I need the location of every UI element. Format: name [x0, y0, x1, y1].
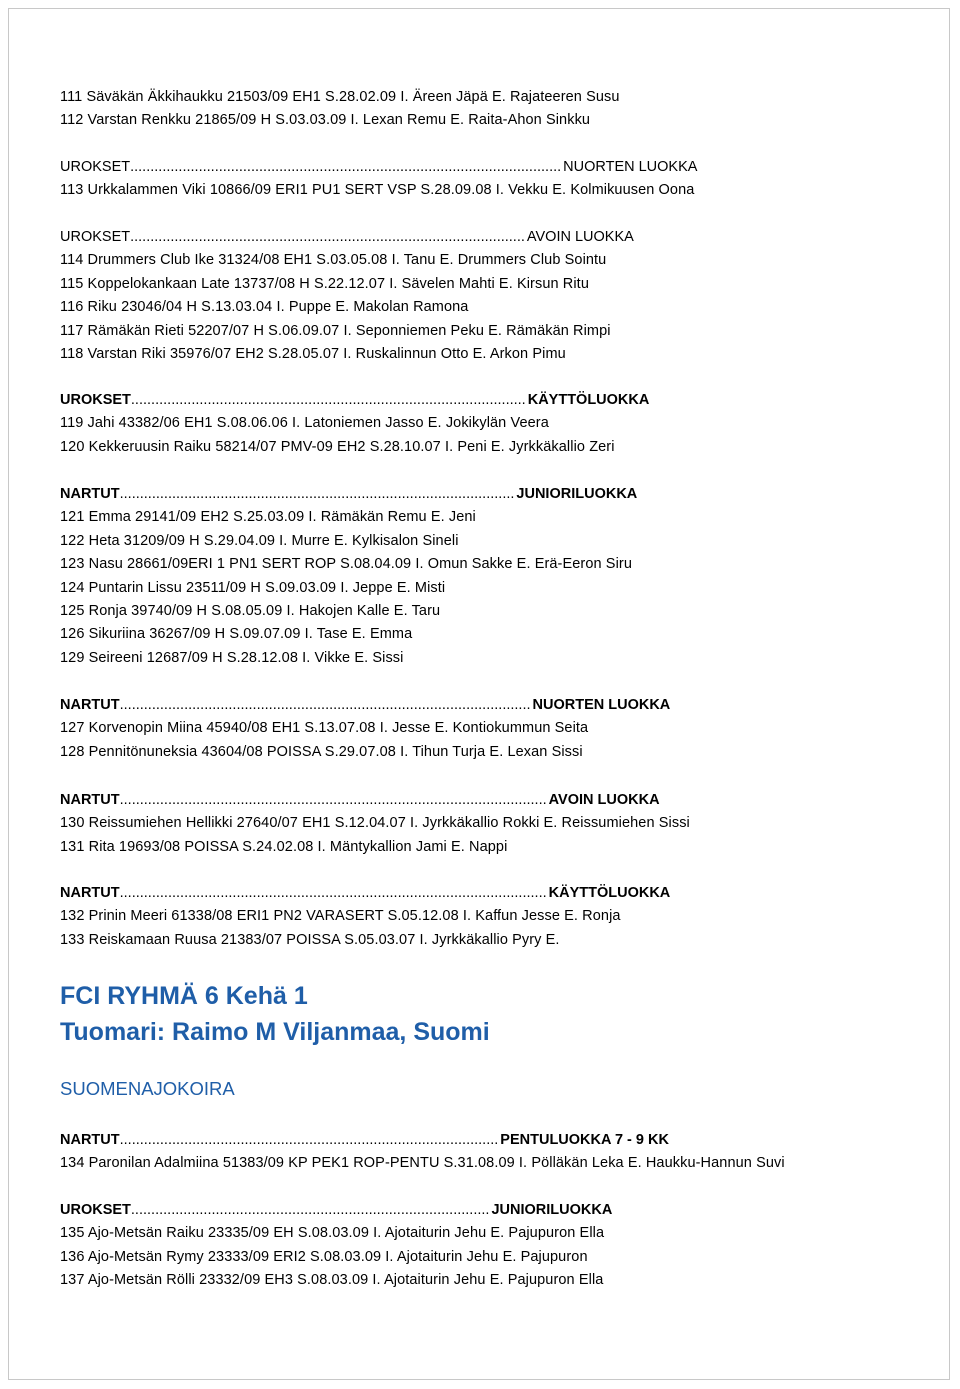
- leader-dots: ..........................................................................................................: [119, 885, 547, 901]
- judge-heading: Tuomari: Raimo M Viljanmaa, Suomi: [60, 1018, 490, 1046]
- section-entries-top: [60, 86, 920, 133]
- entry-line: 117 Rämäkän Rieti 52207/07 H S.06.09.07 I. Seponniemen Peku E. Rämäkän Rimpi: [60, 322, 611, 339]
- entry-line: 137 Ajo-Metsän Rölli 23332/09 EH3 S.08.03.09 I. Ajotaiturin Jehu E. Pajupuron Ella: [60, 1272, 604, 1289]
- leader-dots: ..........................................................................................................: [119, 792, 547, 808]
- leader-dots: ..................................................................................................: [119, 486, 515, 502]
- class-header: [60, 483, 920, 506]
- entry-line: 119 Jahi 43382/06 EH1 S.08.06.06 I. Latoniemen Jasso E. Jokikylän Veera: [60, 415, 549, 432]
- entry-line: 131 Rita 19693/08 POISSA S.24.02.08 I. Mäntykallion Jami E. Nappi: [60, 838, 508, 855]
- section-females-junior: [60, 483, 920, 670]
- class-header: [60, 156, 920, 179]
- section-females-working: [60, 882, 920, 952]
- class-sex-label: UROKSET: [60, 159, 131, 175]
- class-name: AVOIN LUOKKA: [526, 229, 634, 245]
- section-males-youth: [60, 156, 920, 203]
- section-females-open: [60, 789, 920, 859]
- class-header: [60, 226, 920, 249]
- entry-line: 120 Kekkeruusin Raiku 58214/07 PMV-09 EH2 S.28.10.07 I. Peni E. Jyrkkäkallio Zeri: [60, 438, 615, 455]
- section-females-puppy: [60, 1129, 920, 1176]
- entry-line: 118 Varstan Riki 35976/07 EH2 S.28.05.07 I. Ruskalinnun Otto E. Arkon Pimu: [60, 345, 566, 362]
- section-males-junior: [60, 1199, 920, 1293]
- class-name: PENTULUOKKA 7 - 9 KK: [500, 1132, 669, 1148]
- class-name: JUNIORILUOKKA: [491, 1202, 613, 1218]
- entry-line: 113 Urkkalammen Viki 10866/09 ERI1 PU1 SERT VSP S.28.09.08 I. Vekku E. Kolmikuusen Oona: [60, 182, 695, 199]
- entry-line: 136 Ajo-Metsän Rymy 23333/09 ERI2 S.08.03.09 I. Ajotaiturin Jehu E. Pajupuron: [60, 1248, 588, 1265]
- class-name: JUNIORILUOKKA: [516, 486, 638, 502]
- class-sex-label: NARTUT: [60, 792, 120, 808]
- entry-line: 124 Puntarin Lissu 23511/09 H S.09.03.09 I. Jeppe E. Misti: [60, 579, 446, 596]
- leader-dots: ..............................................................................................: [119, 1132, 499, 1148]
- class-sex-label: NARTUT: [60, 1132, 120, 1148]
- class-sex-label: NARTUT: [60, 486, 120, 502]
- class-sex-label: UROKSET: [60, 392, 131, 408]
- entry-line: 116 Riku 23046/04 H S.13.03.04 I. Puppe E. Makolan Ramona: [60, 299, 469, 316]
- entry-line: 121 Emma 29141/09 EH2 S.25.03.09 I. Rämäkän Remu E. Jeni: [60, 509, 476, 526]
- leader-dots: ...........................................................................................................: [130, 159, 562, 175]
- class-name: NUORTEN LUOKKA: [532, 697, 671, 713]
- class-name: NUORTEN LUOKKA: [563, 159, 698, 175]
- section-males-open: [60, 226, 920, 366]
- entry-line: 125 Ronja 39740/09 H S.08.05.09 I. Hakojen Kalle E. Taru: [60, 602, 441, 619]
- class-sex-label: UROKSET: [60, 229, 131, 245]
- entry-line: 112 Varstan Renkku 21865/09 H S.03.03.09 I. Lexan Remu E. Raita-Ahon Sinkku: [60, 112, 591, 129]
- class-sex-label: NARTUT: [60, 885, 120, 901]
- class-name: KÄYTTÖLUOKKA: [527, 392, 650, 408]
- leader-dots: ......................................................................................................: [119, 697, 531, 713]
- leader-dots: ..................................................................................................: [130, 229, 525, 245]
- class-header: [60, 389, 920, 412]
- entry-line: 130 Reissumiehen Hellikki 27640/07 EH1 S.12.04.07 I. Jyrkkäkallio Rokki E. Reissumiehen Sissi: [60, 815, 690, 832]
- section-males-working: [60, 389, 920, 459]
- class-name: KÄYTTÖLUOKKA: [548, 885, 671, 901]
- entry-line: 129 Seireeni 12687/09 H S.28.12.08 I. Vikke E. Sissi: [60, 649, 404, 666]
- entry-line: 133 Reiskamaan Ruusa 21383/07 POISSA S.05.03.07 I. Jyrkkäkallio Pyry E.: [60, 931, 560, 948]
- class-header: [60, 882, 920, 905]
- class-header: [60, 1129, 920, 1152]
- class-header: [60, 1199, 920, 1222]
- entry-line: 127 Korvenopin Miina 45940/08 EH1 S.13.07.08 I. Jesse E. Kontiokummun Seita: [60, 720, 589, 737]
- leader-dots: .........................................................................................: [130, 1202, 490, 1218]
- class-name: AVOIN LUOKKA: [548, 792, 660, 808]
- class-sex-label: NARTUT: [60, 697, 120, 713]
- entry-line: 111 Säväkän Äkkihaukku 21503/09 EH1 S.28.02.09 I. Äreen Jäpä E. Rajateeren Susu: [60, 89, 620, 105]
- entry-line: 114 Drummers Club Ike 31324/08 EH1 S.03.05.08 I. Tanu E. Drummers Club Sointu: [60, 252, 607, 269]
- entry-line: 115 Koppelokankaan Late 13737/08 H S.22.12.07 I. Sävelen Mahti E. Kirsun Ritu: [60, 275, 589, 292]
- class-sex-label: UROKSET: [60, 1202, 131, 1218]
- leader-dots: ..................................................................................................: [130, 392, 526, 408]
- group-title: FCI RYHMÄ 6 Kehä 1: [60, 982, 308, 1010]
- entry-line: 123 Nasu 28661/09ERI 1 PN1 SERT ROP S.08.04.09 I. Omun Sakke E. Erä-Eeron Siru: [60, 556, 632, 573]
- entry-line: 128 Pennitönuneksia 43604/08 POISSA S.29.07.08 I. Tihun Turja E. Lexan Sissi: [60, 743, 583, 760]
- entry-line: 126 Sikuriina 36267/09 H S.09.07.09 I. Tase E. Emma: [60, 626, 413, 643]
- section-females-youth: [60, 694, 920, 764]
- entry-line: 135 Ajo-Metsän Raiku 23335/09 EH S.08.03.09 I. Ajotaiturin Jehu E. Pajupuron Ella: [60, 1225, 605, 1242]
- entry-line: 132 Prinin Meeri 61338/08 ERI1 PN2 VARASERT S.05.12.08 I. Kaffun Jesse E. Ronja: [60, 908, 621, 925]
- class-header: [60, 789, 920, 812]
- entry-line: 122 Heta 31209/09 H S.29.04.09 I. Murre E. Kylkisalon Sineli: [60, 532, 459, 549]
- class-header: [60, 694, 920, 717]
- breed-heading: SUOMENAJOKOIRA: [60, 1078, 235, 1099]
- entry-line: 134 Paronilan Adalmiina 51383/09 KP PEK1 ROP-PENTU S.31.08.09 I. Pölläkän Leka E. Haukku-Hannun Suvi: [60, 1155, 785, 1172]
